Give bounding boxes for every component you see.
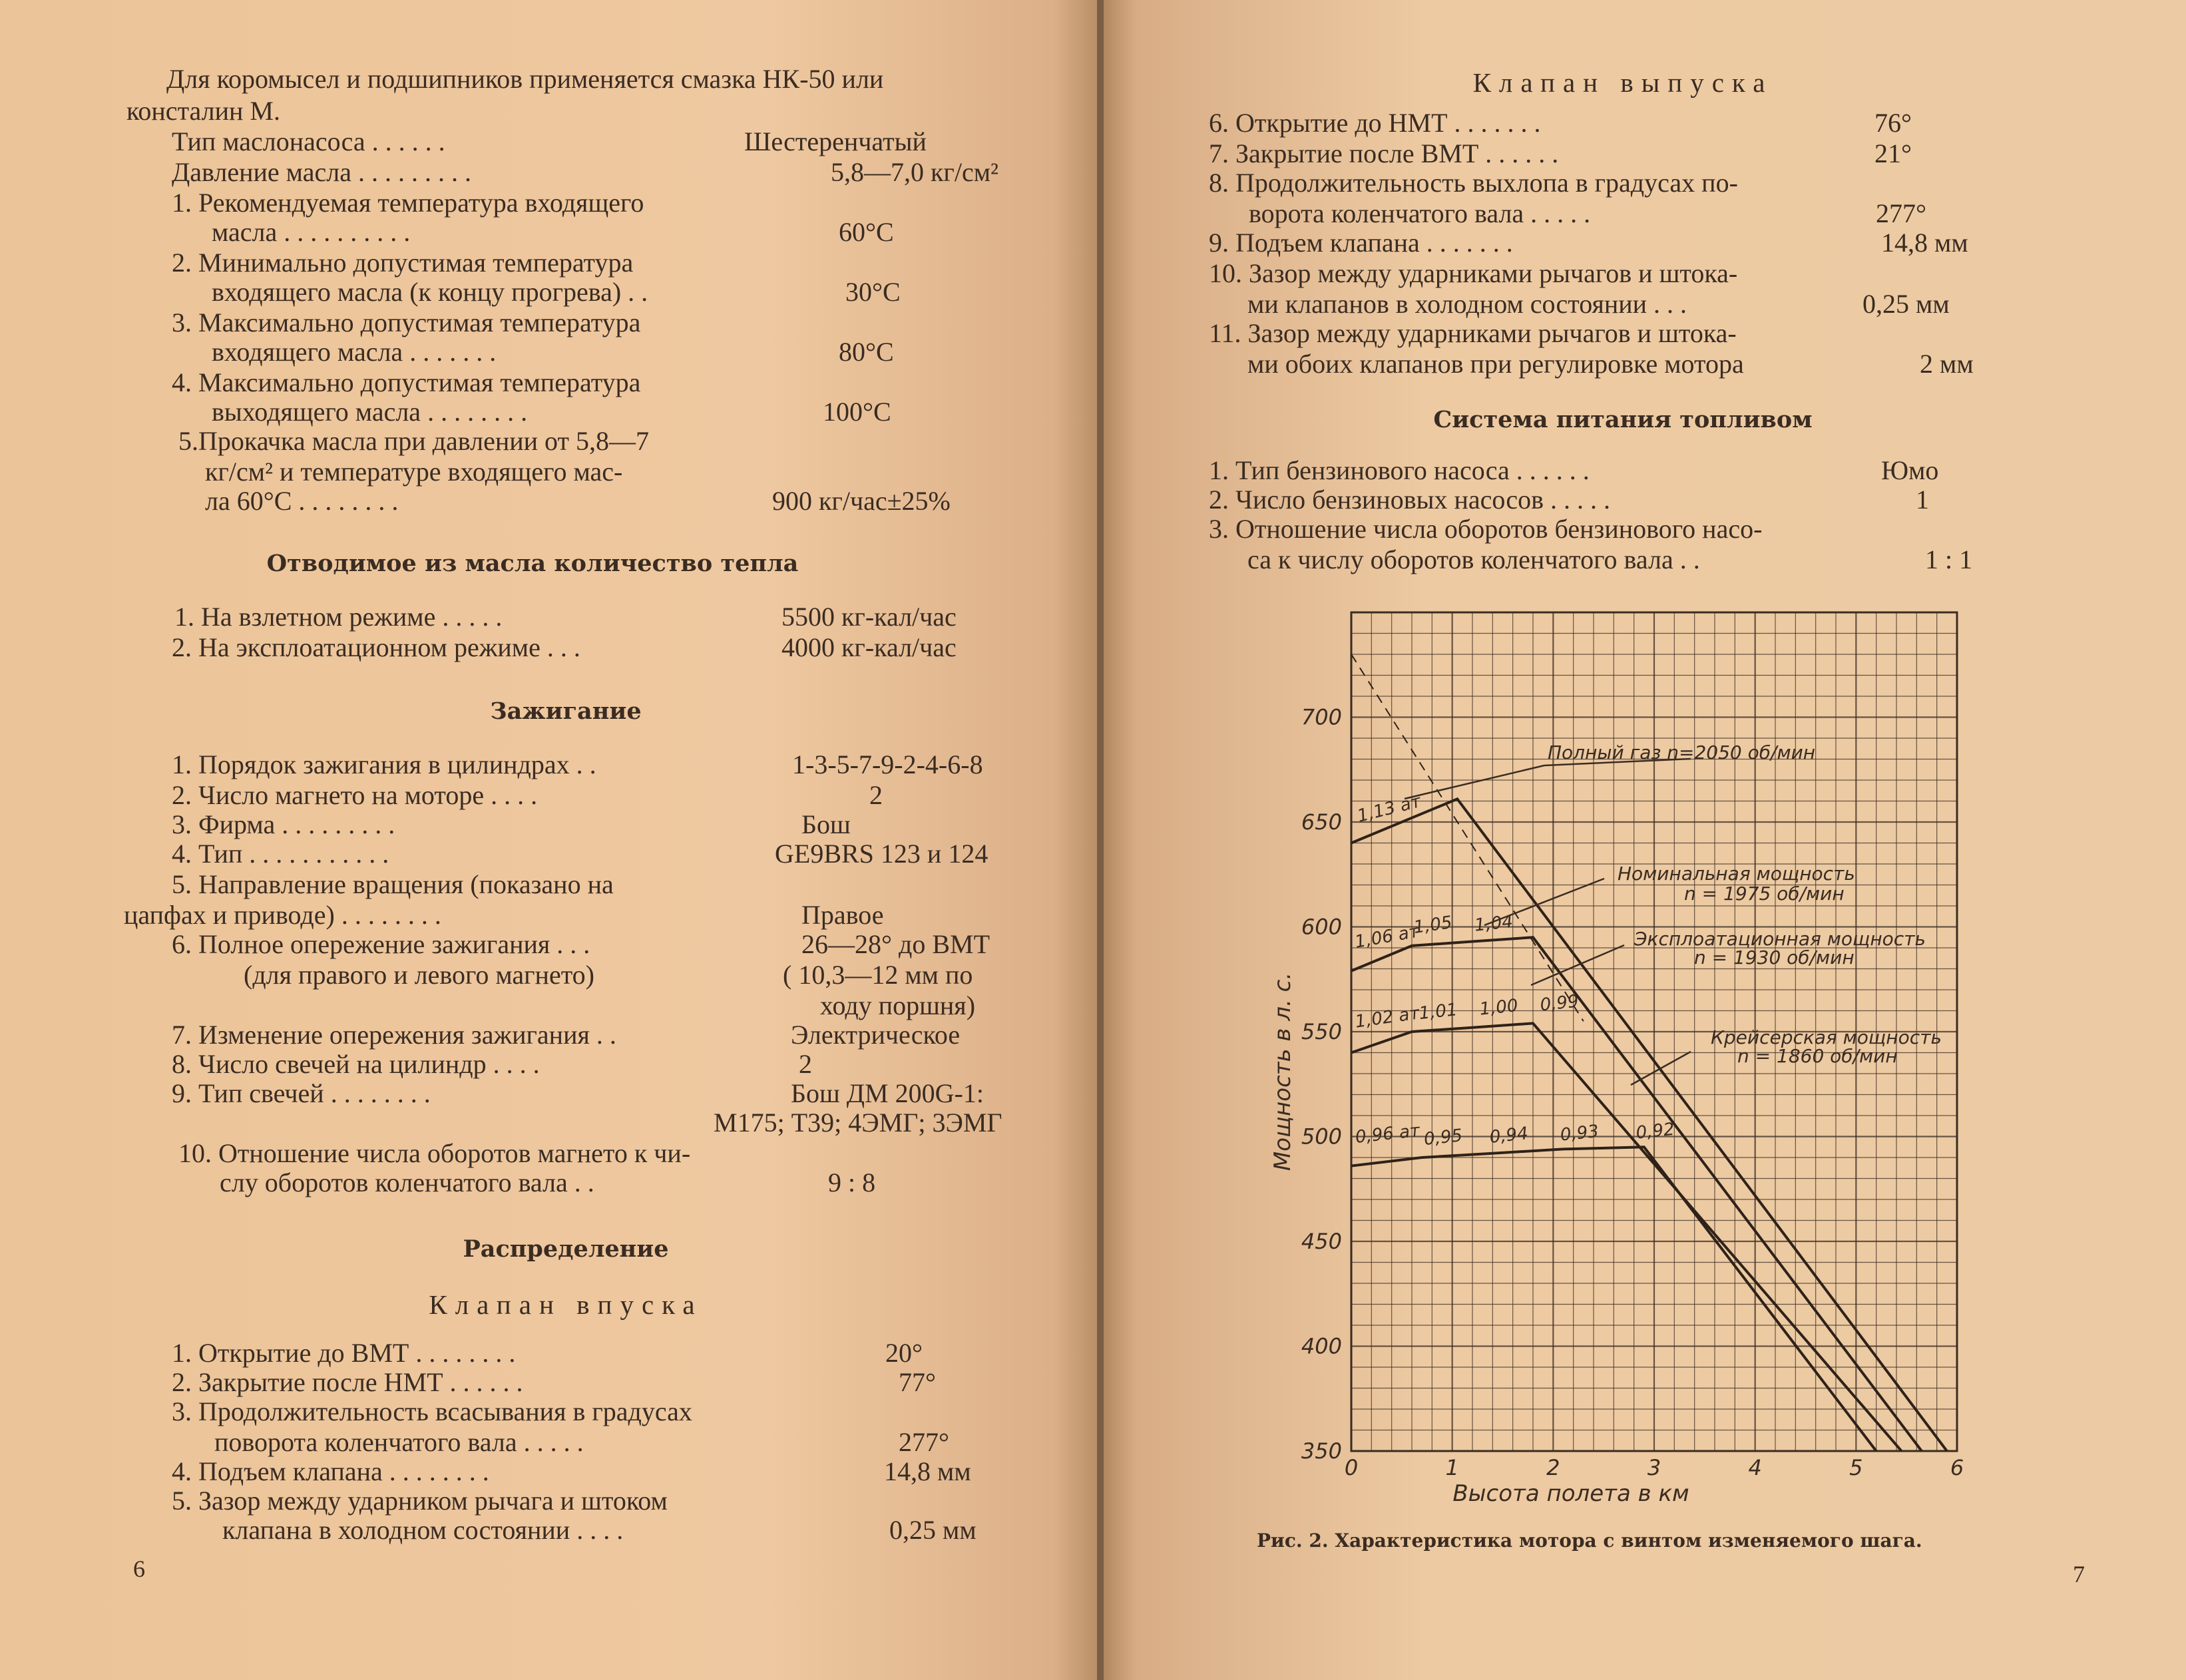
ignition-row-6-sublabel: (для правого и левого магнето) <box>244 960 594 990</box>
book-gutter <box>1097 0 1104 1680</box>
pumping-label: ла 60°C . . . . . . . . <box>205 486 399 516</box>
annotation-cruise-1: Крейсерская мощность <box>1711 1026 1942 1048</box>
fuel-row-3-label: са к числу оборотов коленчатого вала . . <box>1247 544 1700 574</box>
heat-row-1-label: 1. На взлетном режиме . . . . . <box>174 602 503 632</box>
intake-row-4-value: 14,8 мм <box>884 1456 971 1486</box>
ignition-row-3-value: Бош <box>801 809 851 839</box>
x-tick-label: 1 <box>1445 1455 1459 1480</box>
annotation-full-throttle: Полный газ n=2050 об/мин <box>1548 741 1816 763</box>
x-tick-label: 6 <box>1950 1455 1964 1480</box>
ignition-row-9-value-2: М175; Т39; 4ЭМГ; 3ЭМГ <box>714 1108 1002 1138</box>
oil-item-3-line-1: 3. Максимально допустимая температура <box>172 308 641 337</box>
ignition-row-4-label: 4. Тип . . . . . . . . . . . <box>172 839 389 869</box>
annotation-nominal-1: Номинальная мощность <box>1618 863 1855 885</box>
exhaust-row-8-value: 277° <box>1876 198 1926 228</box>
ignition-row-9-label: 9. Тип свечей . . . . . . . . <box>172 1078 431 1108</box>
x-tick-label: 0 <box>1344 1455 1359 1480</box>
chart-annotations <box>1405 741 1942 1085</box>
exhaust-title: Клапан выпуска <box>1472 67 1773 98</box>
pressure-label: 1,01 <box>1418 1000 1458 1024</box>
fuel-title: Система питания топливом <box>1433 406 1813 433</box>
annotation-leader-nominal <box>1484 879 1604 925</box>
x-tick-label: 5 <box>1849 1455 1863 1480</box>
y-axis-label: Мощность в л. с. <box>1269 972 1296 1171</box>
y-tick-label: 700 <box>1301 704 1342 730</box>
pressure-label: 0,93 <box>1559 1121 1600 1146</box>
exhaust-row-10-line-1: 10. Зазор между ударниками рычагов и штока- <box>1209 258 1738 288</box>
x-tick-label: 3 <box>1647 1455 1661 1480</box>
pressure-label: 0,96 ат <box>1354 1120 1421 1148</box>
exhaust-row-8-line-1: 8. Продолжительность выхлопа в градусах по- <box>1209 168 1738 198</box>
y-tick-label: 450 <box>1301 1229 1342 1254</box>
exhaust-row-11-value: 2 мм <box>1920 349 1974 379</box>
y-tick-label: 600 <box>1301 914 1342 940</box>
x-tick-label: 2 <box>1546 1455 1560 1480</box>
intake-row-5-label: клапана в холодном состоянии . . . . <box>222 1515 624 1545</box>
ignition-row-4-value: GE9BRS 123 и 124 <box>775 839 988 869</box>
heat-row-2-label: 2. На эксплоатационном режиме . . . <box>172 632 580 662</box>
intake-row-3-line-1: 3. Продолжительность всасывания в градусах <box>172 1396 692 1426</box>
ignition-row-10-label: слу оборотов коленчатого вала . . <box>220 1167 594 1197</box>
ignition-row-7-value: Электрическое <box>791 1020 961 1050</box>
intro-line-1: Для коромысел и подшипников применяется смазка НК-50 или <box>166 64 884 94</box>
heat-title: Отводимое из масла количество тепла <box>266 550 799 577</box>
y-tick-label: 400 <box>1301 1333 1342 1359</box>
oil-item-4-label: выходящего масла . . . . . . . . <box>212 397 528 427</box>
pumping-value: 900 кг/час±25% <box>772 486 951 516</box>
heat-row-2-value: 4000 кг-кал/час <box>781 632 957 662</box>
oil-item-3-label: входящего масла . . . . . . . <box>212 337 497 367</box>
fuel-row-3-line-1: 3. Отношение числа оборотов бензинового насо- <box>1209 514 1763 544</box>
page-number-left: 6 <box>133 1556 145 1582</box>
pressure-label: 0,92 <box>1635 1119 1675 1144</box>
pressure-label: 1,05 <box>1412 913 1454 938</box>
ignition-row-10-value: 9 : 8 <box>828 1167 876 1197</box>
oil-pressure-value: 5,8—7,0 кг/см² <box>831 157 999 187</box>
exhaust-row-9-value: 14,8 мм <box>1881 228 1968 258</box>
annotation-leader-full <box>1405 765 1544 799</box>
fuel-row-2-value: 1 <box>1916 485 1929 515</box>
annotation-leader-cruise <box>1631 1052 1691 1085</box>
page-number-right: 7 <box>2073 1561 2085 1587</box>
intake-row-1-label: 1. Открытие до ВМТ . . . . . . . . <box>172 1338 516 1368</box>
ignition-row-5-label: цапфах и приводе) . . . . . . . . <box>124 900 441 930</box>
exhaust-row-11-line-1: 11. Зазор между ударниками рычагов и штока- <box>1209 318 1737 348</box>
intake-title: Клапан впуска <box>429 1289 703 1320</box>
ignition-row-6-value-2: ( 10,3—12 мм по <box>783 960 973 990</box>
x-axis-label: Высота полета в км <box>1452 1480 1689 1507</box>
oil-item-2-label: входящего масла (к концу прогрева) . . <box>212 277 648 307</box>
ignition-row-1-label: 1. Порядок зажигания в цилиндрах . . <box>172 749 596 779</box>
ignition-row-10-line-1: 10. Отношение числа оборотов магнето к чи- <box>178 1138 691 1168</box>
exhaust-row-6-label: 6. Открытие до НМТ . . . . . . . <box>1209 108 1541 138</box>
ignition-row-2-value: 2 <box>869 780 883 810</box>
exhaust-row-8-label: ворота коленчатого вала . . . . . <box>1249 198 1591 228</box>
oil-pump-label: Тип маслонасоса . . . . . . <box>172 126 445 156</box>
intake-row-3-value: 277° <box>899 1427 949 1457</box>
ignition-row-5-value: Правое <box>801 900 884 930</box>
series-line-asymptote <box>1351 654 1584 1021</box>
oil-item-1-value: 60°C <box>839 217 894 247</box>
exhaust-row-6-value: 76° <box>1874 108 1912 138</box>
ignition-row-1-value: 1-3-5-7-9-2-4-6-8 <box>792 749 983 779</box>
fuel-row-3-value: 1 : 1 <box>1925 544 1973 574</box>
oil-item-3-value: 80°C <box>839 337 894 367</box>
figure-caption: Рис. 2. Характеристика мотора с винтом изменяемого шага. <box>1257 1530 1922 1552</box>
exhaust-row-9-label: 9. Подъем клапана . . . . . . . <box>1209 228 1513 258</box>
pressure-label: 0,95 <box>1422 1126 1464 1150</box>
fuel-row-1-label: 1. Тип бензинового насоса . . . . . . <box>1209 455 1590 485</box>
intake-row-4-label: 4. Подъем клапана . . . . . . . . <box>172 1456 489 1486</box>
series-line-3 <box>1351 1023 1902 1451</box>
pressure-label: 1,00 <box>1478 995 1519 1020</box>
ignition-row-6-value: 26—28° до ВМТ <box>801 929 990 959</box>
ignition-row-5-line-1: 5. Направление вращения (показано на <box>172 869 614 899</box>
chart-ticks <box>1301 705 1964 1481</box>
oil-item-4-line-1: 4. Максимально допустимая температура <box>172 367 641 397</box>
pressure-label: 1,06 ат <box>1353 921 1421 952</box>
pressure-label: 1,02 ат <box>1353 1003 1421 1032</box>
exhaust-row-11-label: ми обоих клапанов при регулировке мотора <box>1247 349 1744 379</box>
fuel-row-1-value: Юмо <box>1881 455 1939 485</box>
engine-characteristic-chart <box>1251 599 1984 1518</box>
pumping-line-2: кг/см² и температуре входящего мас- <box>205 457 623 487</box>
heat-row-1-value: 5500 кг-кал/час <box>781 602 957 632</box>
oil-item-2-value: 30°C <box>845 277 901 307</box>
ignition-row-6-label: 6. Полное опережение зажигания . . . <box>172 929 590 959</box>
ignition-row-8-label: 8. Число свечей на цилиндр . . . . <box>172 1049 540 1079</box>
annotation-operational-2: n = 1930 об/мин <box>1694 946 1855 968</box>
pressure-label: 0,99 <box>1539 991 1580 1016</box>
ignition-row-9-value: Бош ДМ 200G-1: <box>791 1078 984 1108</box>
ignition-title: Зажигание <box>490 698 642 725</box>
pressure-label: 1,13 ат <box>1355 791 1423 827</box>
exhaust-row-7-value: 21° <box>1874 138 1912 168</box>
distribution-title: Распределение <box>463 1235 669 1263</box>
x-tick-label: 4 <box>1748 1455 1762 1480</box>
pressure-label: 1,04 <box>1473 911 1514 936</box>
annotation-cruise-2: n = 1860 об/мин <box>1737 1045 1898 1067</box>
exhaust-row-10-value: 0,25 мм <box>1862 289 1950 319</box>
annotation-operational-1: Эксплоатационная мощность <box>1634 928 1926 950</box>
y-tick-label: 650 <box>1301 809 1342 835</box>
oil-item-2-line-1: 2. Минимально допустимая температура <box>172 248 634 278</box>
annotation-nominal-2: n = 1975 об/мин <box>1684 883 1845 905</box>
intake-row-2-value: 77° <box>899 1367 936 1397</box>
oil-item-1-label: масла . . . . . . . . . . <box>212 217 411 247</box>
ignition-row-2-label: 2. Число магнето на моторе . . . . <box>172 780 538 810</box>
y-tick-label: 350 <box>1301 1438 1342 1464</box>
fuel-row-2-label: 2. Число бензиновых насосов . . . . . <box>1209 485 1611 515</box>
y-tick-label: 550 <box>1301 1019 1342 1044</box>
exhaust-row-7-label: 7. Закрытие после ВМТ . . . . . . <box>1209 138 1559 168</box>
ignition-row-7-label: 7. Изменение опережения зажигания . . <box>172 1020 616 1050</box>
intake-row-2-label: 2. Закрытие после НМТ . . . . . . <box>172 1367 523 1397</box>
chart-pressure-labels <box>1353 791 1675 1150</box>
intake-row-3-label: поворота коленчатого вала . . . . . <box>214 1427 584 1457</box>
oil-pump-value: Шестеренчатый <box>744 126 927 156</box>
ignition-row-3-label: 3. Фирма . . . . . . . . . <box>172 809 395 839</box>
intake-row-5-line-1: 5. Зазор между ударником рычага и штоком <box>172 1486 668 1516</box>
ignition-row-8-value: 2 <box>799 1049 812 1079</box>
pumping-line-1: 5.Прокачка масла при давлении от 5,8—7 <box>178 426 649 456</box>
oil-pressure-label: Давление масла . . . . . . . . . <box>172 157 471 187</box>
y-tick-label: 500 <box>1301 1124 1342 1150</box>
intro-line-2: консталин М. <box>126 96 280 126</box>
exhaust-row-10-label: ми клапанов в холодном состоянии . . . <box>1247 289 1687 319</box>
pressure-label: 0,94 <box>1488 1124 1530 1148</box>
oil-item-1-line-1: 1. Рекомендуемая температура входящего <box>172 188 644 218</box>
intake-row-5-value: 0,25 мм <box>889 1515 977 1545</box>
oil-item-4-value: 100°C <box>823 397 891 427</box>
ignition-row-6-value-3: ходу поршня) <box>820 990 976 1020</box>
intake-row-1-value: 20° <box>885 1338 923 1368</box>
